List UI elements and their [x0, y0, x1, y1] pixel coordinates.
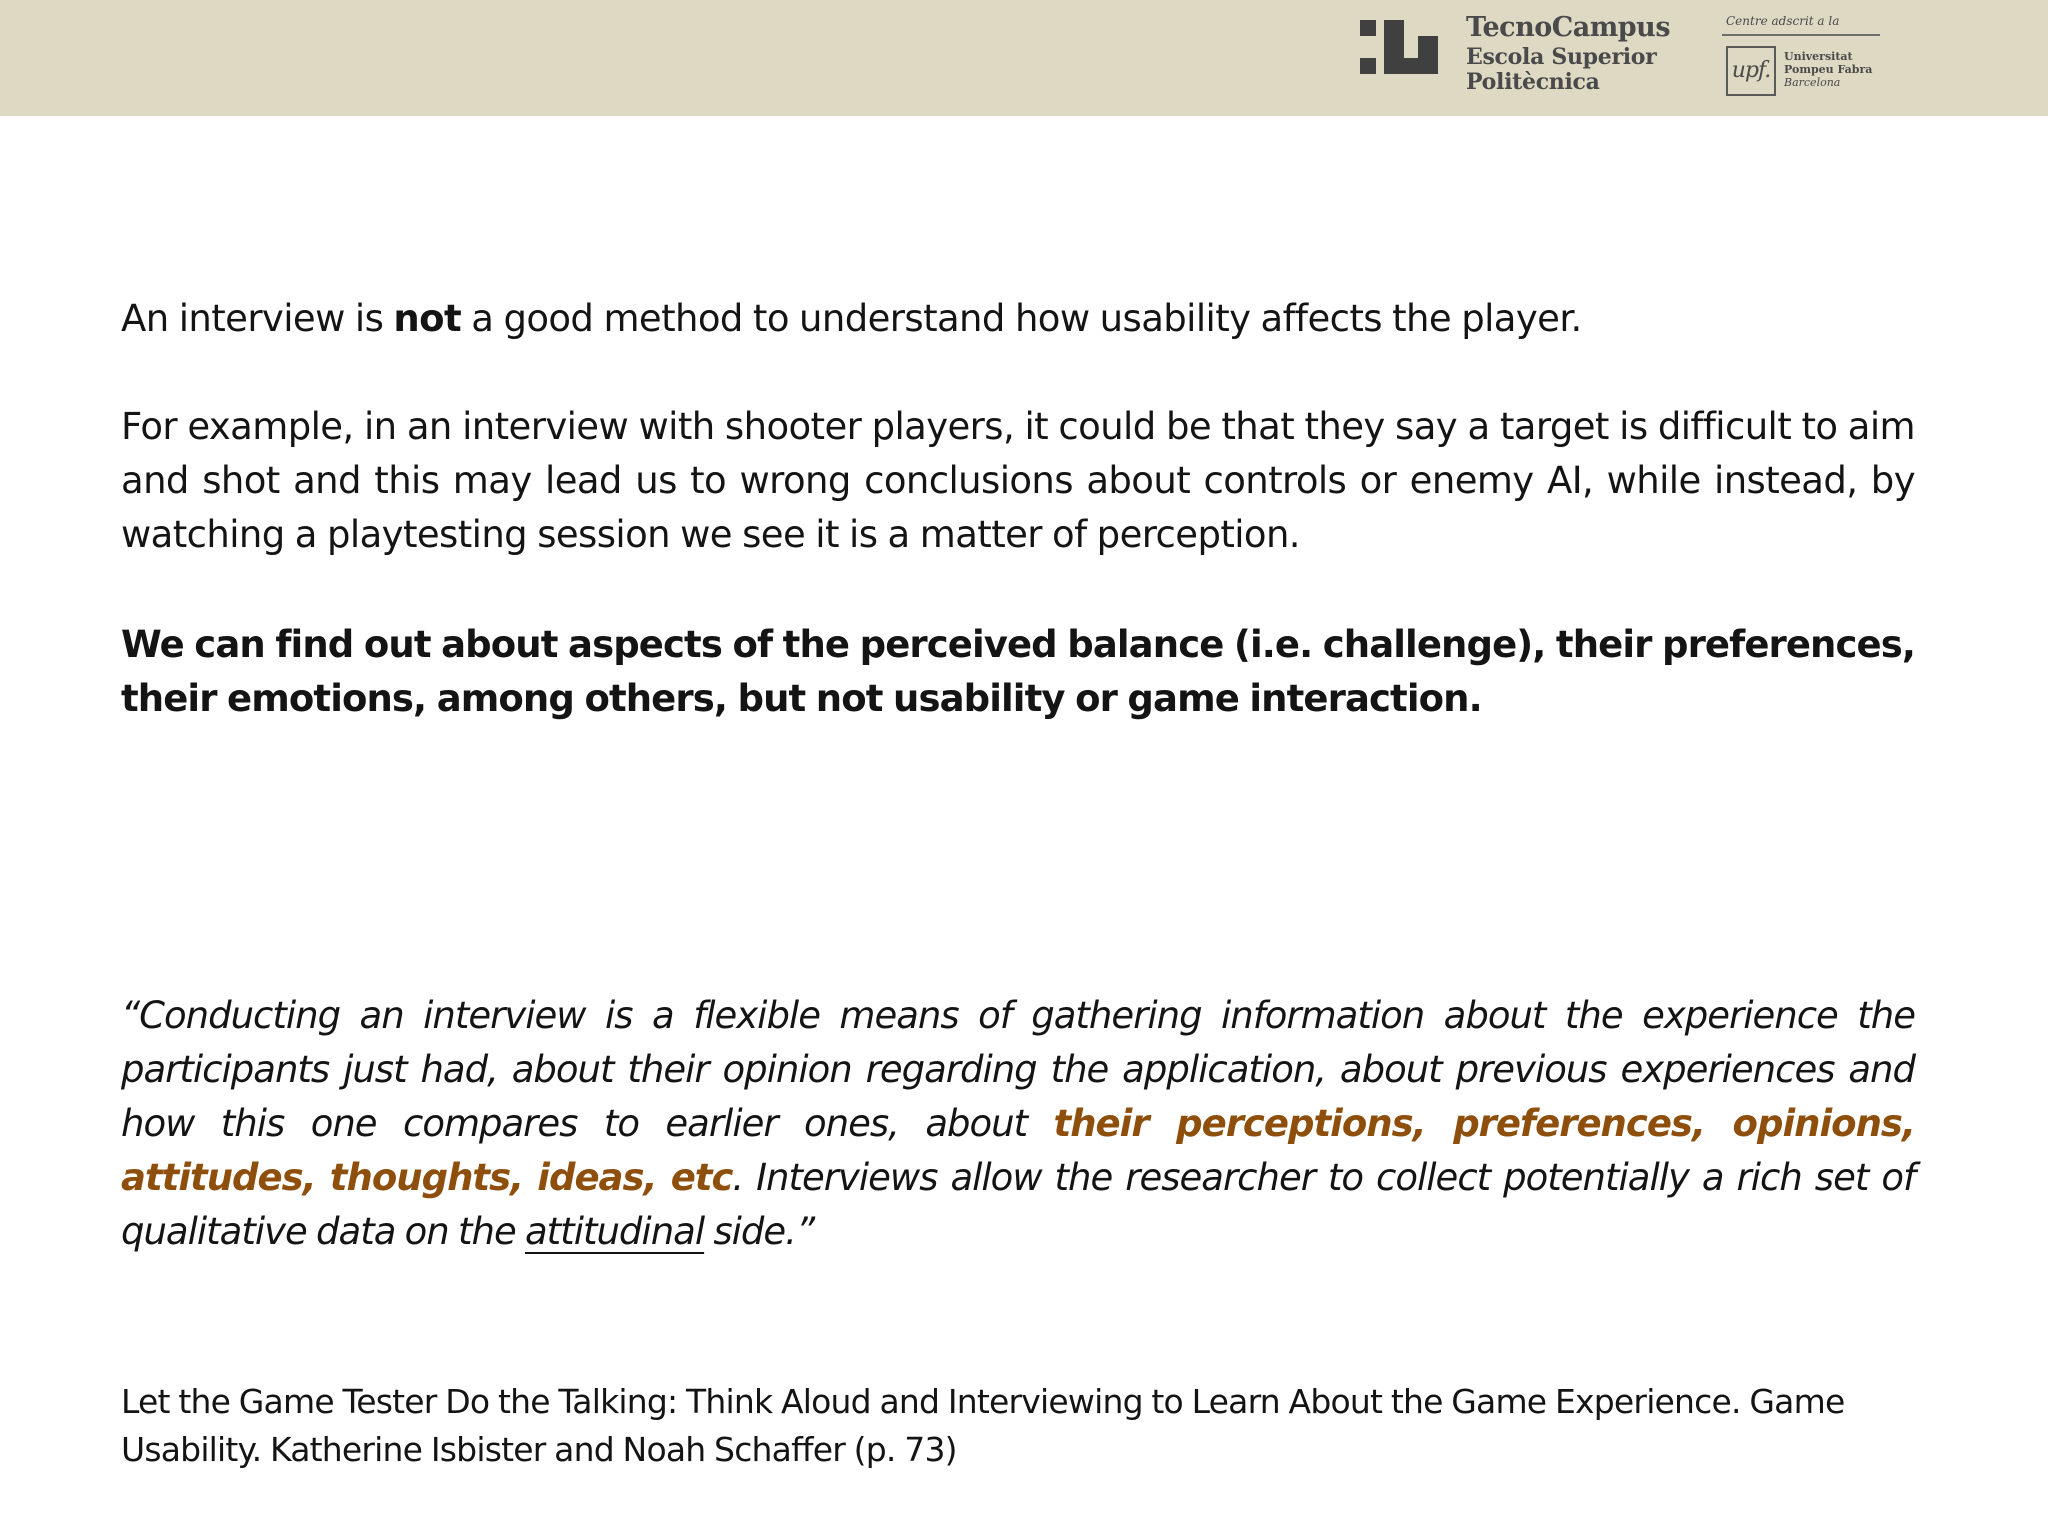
header-band: [0, 0, 2048, 116]
school-name-line2: Escola Superior: [1466, 44, 1657, 70]
intro-emphasis: not: [393, 297, 462, 340]
intro-text-before: An interview is: [121, 297, 394, 340]
reference: Let the Game Tester Do the Talking: Think Aloud and Interviewing to Learn About the Game Experience. Game Usability. Katherine Isbister and Noah Schaffer (p. 73): [121, 1382, 1845, 1469]
tecnocampus-logo-icon: [1360, 20, 1440, 76]
school-name-line3: Politècnica: [1466, 69, 1600, 95]
affiliation-rule: [1722, 34, 1880, 36]
upf-mark: upf.: [1726, 46, 1776, 96]
upf-line1: Universitat: [1784, 50, 1853, 63]
citation-quote: [121, 989, 1915, 1259]
key-point-paragraph: We can find out about aspects of the perceived balance (i.e. challenge), their preferences, their emotions, among others, but not usability or game interaction.: [121, 623, 1915, 720]
upf-logo: [1722, 14, 1882, 100]
quote-highlight: their perceptions, preferences, opinions, attitudes, thoughts, ideas, etc: [121, 1102, 1915, 1199]
affiliation-caption: Centre adscrit a la: [1726, 14, 1840, 28]
example-paragraph: For example, in an interview with shooter players, it could be that they say a target is difficult to aim and shot and this may lead us to wrong conclusions about controls or enemy AI, while instead, by watching a playtesting session we see it is a matter of perception.: [121, 405, 1915, 556]
quote-underlined-word: attitudinal: [525, 1210, 705, 1253]
intro-text-after: a good method to understand how usability affects the player.: [461, 297, 1582, 340]
upf-line3: Barcelona: [1784, 76, 1841, 89]
school-name: [1466, 14, 1670, 93]
upf-line2: Pompeu Fabra: [1784, 63, 1873, 76]
school-name-line1: TecnoCampus: [1466, 12, 1671, 43]
quote-part3: side.”: [704, 1210, 815, 1253]
upf-university-name: [1784, 50, 1872, 89]
quote-part2: . Interviews allow the researcher to collect potentially a rich set of qualitative data on the: [121, 1156, 1915, 1253]
quote-part1: “Conducting an interview is a flexible means of gathering information about the experience the participants just had, about their opinion regarding the application, about previous experiences and how this one compares to earlier ones, about: [121, 994, 1915, 1145]
intro-paragraph: [121, 292, 1915, 346]
